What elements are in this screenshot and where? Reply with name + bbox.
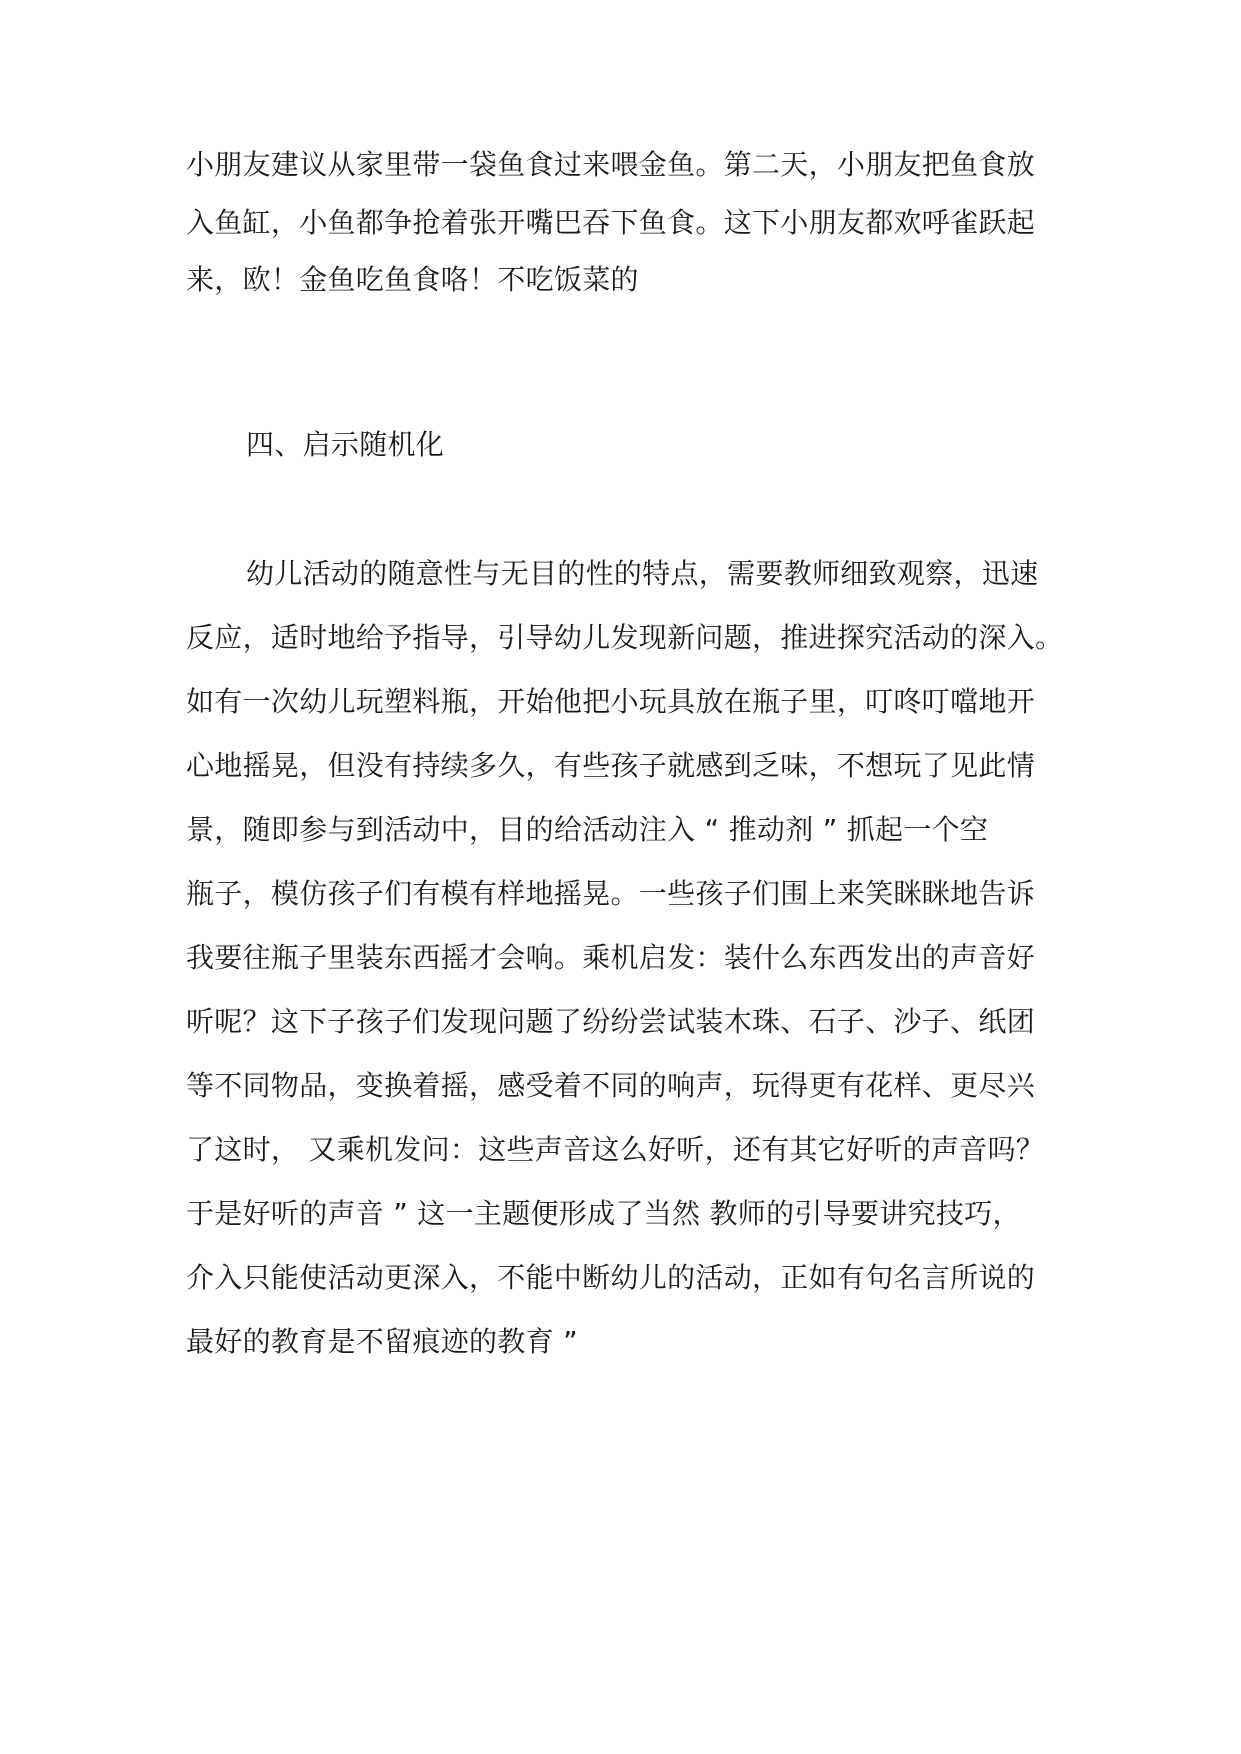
paragraph-2-line-4: 心地摇晃，但没有持续多久，有些孩子就感到乏味，不想玩了见此情 bbox=[186, 749, 1036, 782]
paragraph-2-line-1: 幼儿活动的随意性与无目的性的特点，需要教师细致观察，迅速 bbox=[246, 557, 1039, 590]
paragraph-1-line-3: 来，欧！金鱼吃鱼食咯！不吃饭菜的 bbox=[186, 263, 639, 296]
paragraph-2-line-7: 我要往瓶子里装东西摇才会响。乘机启发：装什么东西发出的声音好 bbox=[186, 941, 1036, 974]
paragraph-2-line-5: 景，随即参与到活动中，目的给活动注入 “ 推动剂 ” 抓起一个空 bbox=[186, 813, 989, 846]
paragraph-1-line-1: 小朋友建议从家里带一袋鱼食过来喂金鱼。第二天，小朋友把鱼食放 bbox=[186, 148, 1036, 181]
paragraph-2-line-2: 反应，适时地给予指导，引导幼儿发现新问题，推进探究活动的深入。 bbox=[186, 621, 1064, 654]
section-heading: 四、启示随机化 bbox=[246, 428, 445, 461]
paragraph-2-line-8: 听呢？这下子孩子们发现问题了纷纷尝试装木珠、石子、沙子、纸团 bbox=[186, 1005, 1036, 1038]
paragraph-2-line-11: 于是好听的声音 ” 这一主题便形成了当然 教师的引导要讲究技巧， bbox=[186, 1197, 1021, 1230]
paragraph-2-line-3: 如有一次幼儿玩塑料瓶，开始他把小玩具放在瓶子里，叮咚叮噹地开 bbox=[186, 685, 1036, 718]
paragraph-2-line-12: 介入只能使活动更深入，不能中断幼儿的活动，正如有句名言所说的 bbox=[186, 1261, 1036, 1294]
paragraph-2-line-9: 等不同物品，变换着摇，感受着不同的响声，玩得更有花样、更尽兴 bbox=[186, 1069, 1036, 1102]
paragraph-2-line-10: 了这时， 又乘机发问：这些声音这么好听，还有其它好听的声音吗？ bbox=[186, 1133, 1045, 1166]
paragraph-2-line-6: 瓶子，模仿孩子们有模有样地摇晃。一些孩子们围上来笑眯眯地告诉 bbox=[186, 877, 1036, 910]
paragraph-2-line-13: 最好的教育是不留痕迹的教育 ” bbox=[186, 1325, 578, 1358]
paragraph-1-line-2: 入鱼缸，小鱼都争抢着张开嘴巴吞下鱼食。这下小朋友都欢呼雀跃起 bbox=[186, 206, 1036, 239]
